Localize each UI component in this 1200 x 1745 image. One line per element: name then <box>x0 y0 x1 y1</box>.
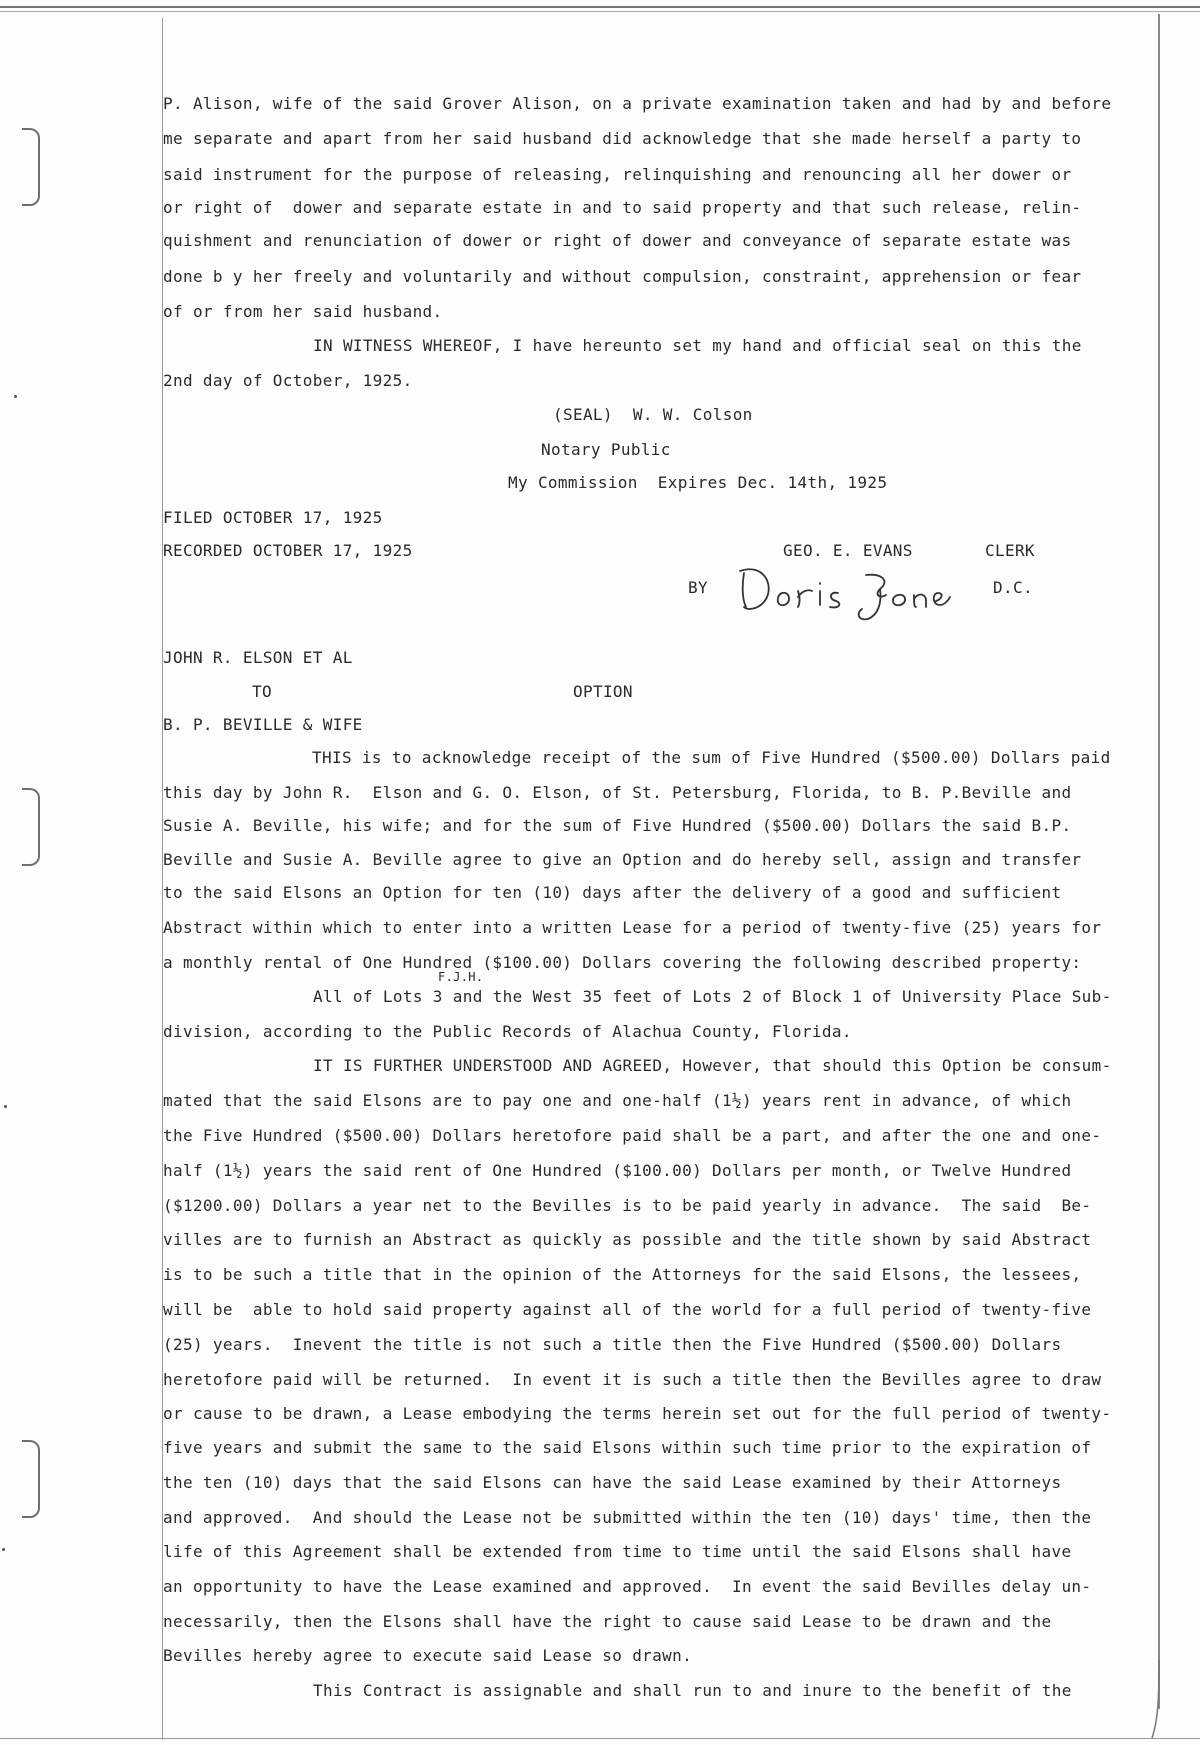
text-line: Bevilles hereby agree to execute said Lease so drawn. <box>163 1646 693 1665</box>
text-line: will be able to hold said property against all of the world for a full period of twenty-five <box>163 1300 1092 1319</box>
text-line: quishment and renunciation of dower or right of dower and conveyance of separate estate was <box>163 231 1072 250</box>
text-line: half (1½) years the said rent of One Hundred ($100.00) Dollars per month, or Twelve Hundred <box>163 1161 1072 1180</box>
text-line: said instrument for the purpose of releasing, relinquishing and renouncing all her dower or <box>163 165 1072 184</box>
binder-hole-icon <box>22 128 40 206</box>
text-line: Susie A. Beville, his wife; and for the sum of Five Hundred ($500.00) Dollars the said B.P. <box>163 816 1072 835</box>
text-line: a monthly rental of One Hundred ($100.00) Dollars covering the following described property: <box>163 953 1082 972</box>
by-label: BY <box>688 578 708 597</box>
to-label: TO <box>252 682 272 701</box>
text-line: mated that the said Elsons are to pay one and one-half (1½) years rent in advance, of which <box>163 1091 1072 1110</box>
scan-speck <box>14 395 17 398</box>
text-line: the Five Hundred ($500.00) Dollars heretofore paid shall be a part, and after the one and one- <box>163 1126 1102 1145</box>
clerk-name: GEO. E. EVANS <box>783 541 913 560</box>
text-line: This Contract is assignable and shall run to and inure to the benefit of the <box>313 1681 1072 1700</box>
text-line: is to be such a title that in the opinion of the Attorneys for the said Elsons, the lessees, <box>163 1265 1082 1284</box>
text-line: heretofore paid will be returned. In event it is such a title then the Bevilles agree to draw <box>163 1370 1102 1389</box>
bottom-border-rule <box>0 1738 1200 1739</box>
text-line: done b y her freely and voluntarily and without compulsion, constraint, apprehension or fear <box>163 267 1082 286</box>
text-line: necessarily, then the Elsons shall have the right to cause said Lease to be drawn and the <box>163 1612 1052 1631</box>
text-line: Abstract within which to enter into a written Lease for a period of twenty-five (25) years for <box>163 918 1102 937</box>
clerk-title: CLERK <box>985 541 1035 560</box>
text-line: Beville and Susie A. Beville agree to give an Option and do hereby sell, assign and transfer <box>163 850 1082 869</box>
binder-hole-icon <box>22 788 40 866</box>
scan-speck <box>4 1105 7 1108</box>
notary-title: Notary Public <box>541 440 671 459</box>
grantor-line: JOHN R. ELSON ET AL <box>163 648 353 667</box>
text-line: to the said Elsons an Option for ten (10) days after the delivery of a good and sufficient <box>163 883 1062 902</box>
text-line: or cause to be drawn, a Lease embodying the terms herein set out for the full period of twenty- <box>163 1404 1112 1423</box>
text-line: All of Lots 3 and the West 35 feet of Lots 2 of Block 1 of University Place Sub- <box>313 987 1112 1006</box>
recorded-date: RECORDED OCTOBER 17, 1925 <box>163 541 413 560</box>
text-line: me separate and apart from her said husband did acknowledge that she made herself a party to <box>163 129 1082 148</box>
page-curl-mark <box>1150 1660 1170 1740</box>
text-line: five years and submit the same to the said Elsons within such time prior to the expiration of <box>163 1438 1092 1457</box>
filed-date: FILED OCTOBER 17, 1925 <box>163 508 383 527</box>
right-margin-line <box>1158 14 1160 1709</box>
text-line: of or from her said husband. <box>163 302 443 321</box>
text-line: villes are to furnish an Abstract as quickly as possible and the title shown by said Abstract <box>163 1230 1092 1249</box>
text-line: division, according to the Public Records of Alachua County, Florida. <box>163 1022 852 1041</box>
grantee-line: B. P. BEVILLE & WIFE <box>163 715 363 734</box>
text-line: this day by John R. Elson and G. O. Elson, of St. Petersburg, Florida, to B. P.Beville and <box>163 783 1072 802</box>
text-line: (25) years. Inevent the title is not such a title then the Five Hundred ($500.00) Dollars <box>163 1335 1062 1354</box>
deputy-clerk-label: D.C. <box>993 578 1033 597</box>
top-border-rule <box>0 6 1200 12</box>
text-line: or right of dower and separate estate in and to said property and that such release, relin- <box>163 198 1082 217</box>
text-line: IN WITNESS WHEREOF, I have hereunto set my hand and official seal on this the <box>313 336 1082 355</box>
text-line: an opportunity to have the Lease examined and approved. In event the said Bevilles delay un- <box>163 1577 1092 1596</box>
handwritten-signature <box>730 555 960 625</box>
text-line: P. Alison, wife of the said Grover Alison, on a private examination taken and had by and before <box>163 94 1112 113</box>
instrument-type: OPTION <box>573 682 633 701</box>
text-line: 2nd day of October, 1925. <box>163 371 413 390</box>
text-line: THIS is to acknowledge receipt of the sum of Five Hundred ($500.00) Dollars paid <box>312 748 1111 767</box>
binder-hole-icon <box>22 1440 40 1518</box>
notary-seal-line: (SEAL) W. W. Colson <box>553 405 753 424</box>
text-line: and approved. And should the Lease not be submitted within the ten (10) days' time, then the <box>163 1508 1092 1527</box>
initials-annotation: F.J.H. <box>438 970 484 984</box>
text-line: the ten (10) days that the said Elsons can have the said Lease examined by their Attorneys <box>163 1473 1062 1492</box>
text-line: ($1200.00) Dollars a year net to the Bevilles is to be paid yearly in advance. The said Be- <box>163 1196 1092 1215</box>
text-line: life of this Agreement shall be extended from time to time until the said Elsons shall have <box>163 1542 1072 1561</box>
commission-expiry: My Commission Expires Dec. 14th, 1925 <box>508 473 888 492</box>
text-line: IT IS FURTHER UNDERSTOOD AND AGREED, However, that should this Option be consum- <box>313 1056 1112 1075</box>
scan-speck <box>2 1548 5 1551</box>
